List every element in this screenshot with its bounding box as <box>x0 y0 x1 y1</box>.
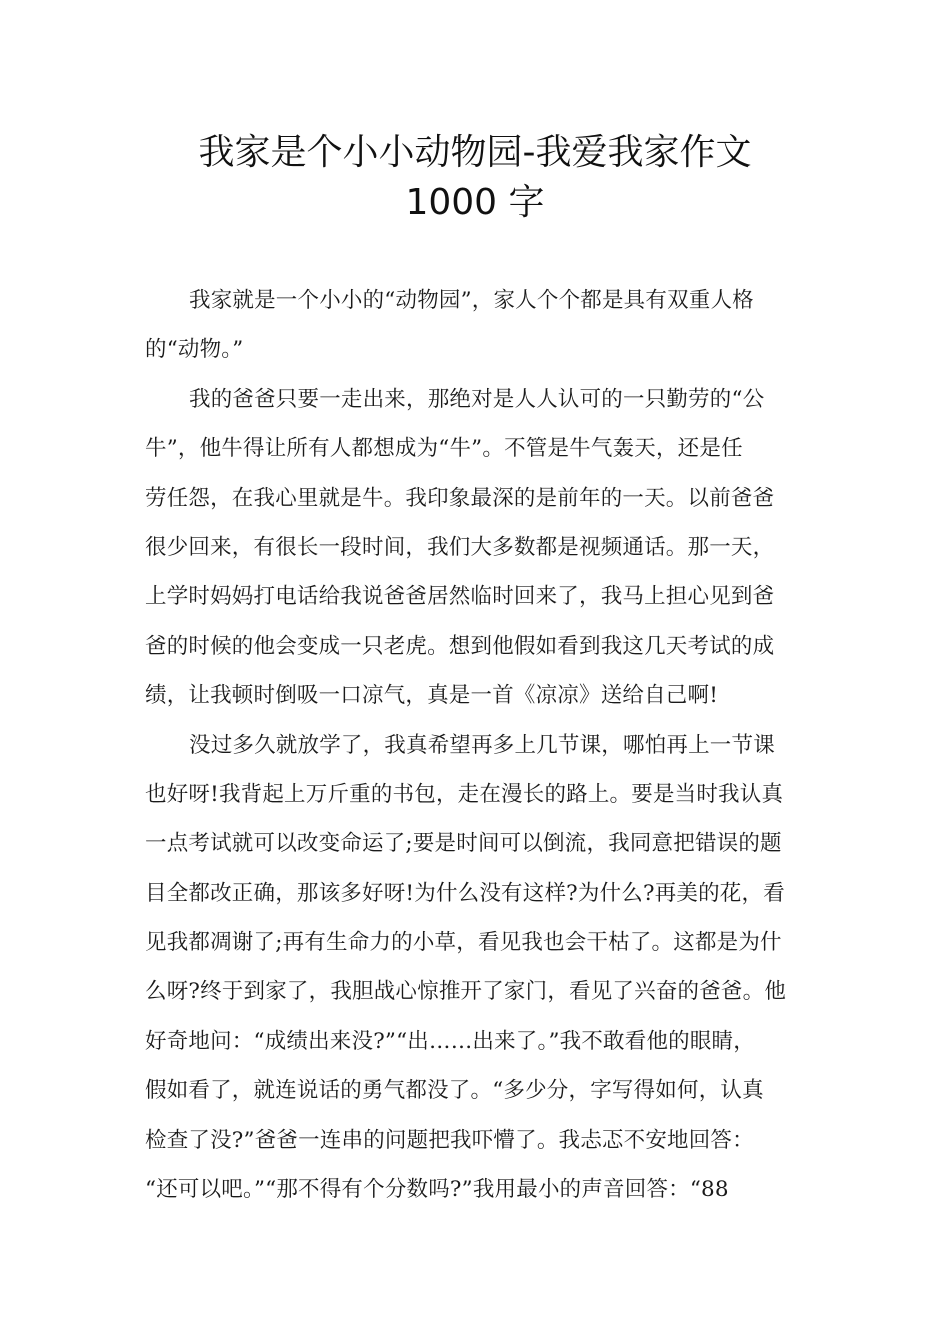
body-text-line: 检查了没?”爸爸一连串的问题把我吓懵了。我忐忑不安地回答： <box>145 1127 754 1153</box>
body-text-line: 爸的时候的他会变成一只老虎。想到他假如看到我这几天考试的成 <box>145 633 775 659</box>
body-text-line: 我家就是一个小小的“动物园”，家人个个都是具有双重人格 <box>189 288 754 313</box>
title-line-1: 我家是个小小动物园-我爱我家作文 <box>198 132 752 173</box>
body-text-line: 假如看了，就连说话的勇气都没了。“多少分，字写得如何，认真 <box>145 1078 764 1104</box>
title-line-2: 1000 字 <box>405 182 545 223</box>
document-body <box>145 276 810 1214</box>
body-text-line: 牛”，他牛得让所有人都想成为“牛”。不管是牛气轰天，还是任 <box>145 436 743 462</box>
body-text-line: 么呀?终于到家了，我胆战心惊推开了家门，看见了兴奋的爸爸。他 <box>145 979 787 1005</box>
body-text-line: 劳任怨，在我心里就是牛。我印象最深的是前年的一天。以前爸爸 <box>145 485 775 511</box>
body-text-line: 也好呀!我背起上万斤重的书包，走在漫长的路上。要是当时我认真 <box>145 781 784 807</box>
document-title <box>100 128 850 228</box>
body-text-line: “还可以吧。”“那不得有个分数吗?”我用最小的声音回答：“88 <box>145 1177 729 1203</box>
body-text-line: 没过多久就放学了，我真希望再多上几节课，哪怕再上一节课 <box>189 732 775 758</box>
body-text-line: 很少回来，有很长一段时间，我们大多数都是视频通话。那一天， <box>145 534 775 560</box>
body-text-line: 目全都改正确，那该多好呀!为什么没有这样?为什么?再美的花，看 <box>145 880 785 906</box>
body-text-line: 一点考试就可以改变命运了;要是时间可以倒流，我同意把错误的题 <box>145 831 782 857</box>
body-text-line: 我的爸爸只要一走出来，那绝对是人人认可的一只勤劳的“公 <box>189 386 765 412</box>
body-text-line: 见我都凋谢了;再有生命力的小草，看见我也会干枯了。这都是为什 <box>145 930 782 956</box>
body-text-line: 的“动物。” <box>145 337 244 363</box>
body-text-line: 上学时妈妈打电话给我说爸爸居然临时回来了，我马上担心见到爸 <box>145 584 775 610</box>
body-text-line: 绩，让我顿时倒吸一口凉气，真是一首《凉凉》送给自己啊! <box>145 683 719 709</box>
body-text-line: 好奇地问：“成绩出来没?”“出……出来了。”我不敢看他的眼睛， <box>145 1028 755 1054</box>
